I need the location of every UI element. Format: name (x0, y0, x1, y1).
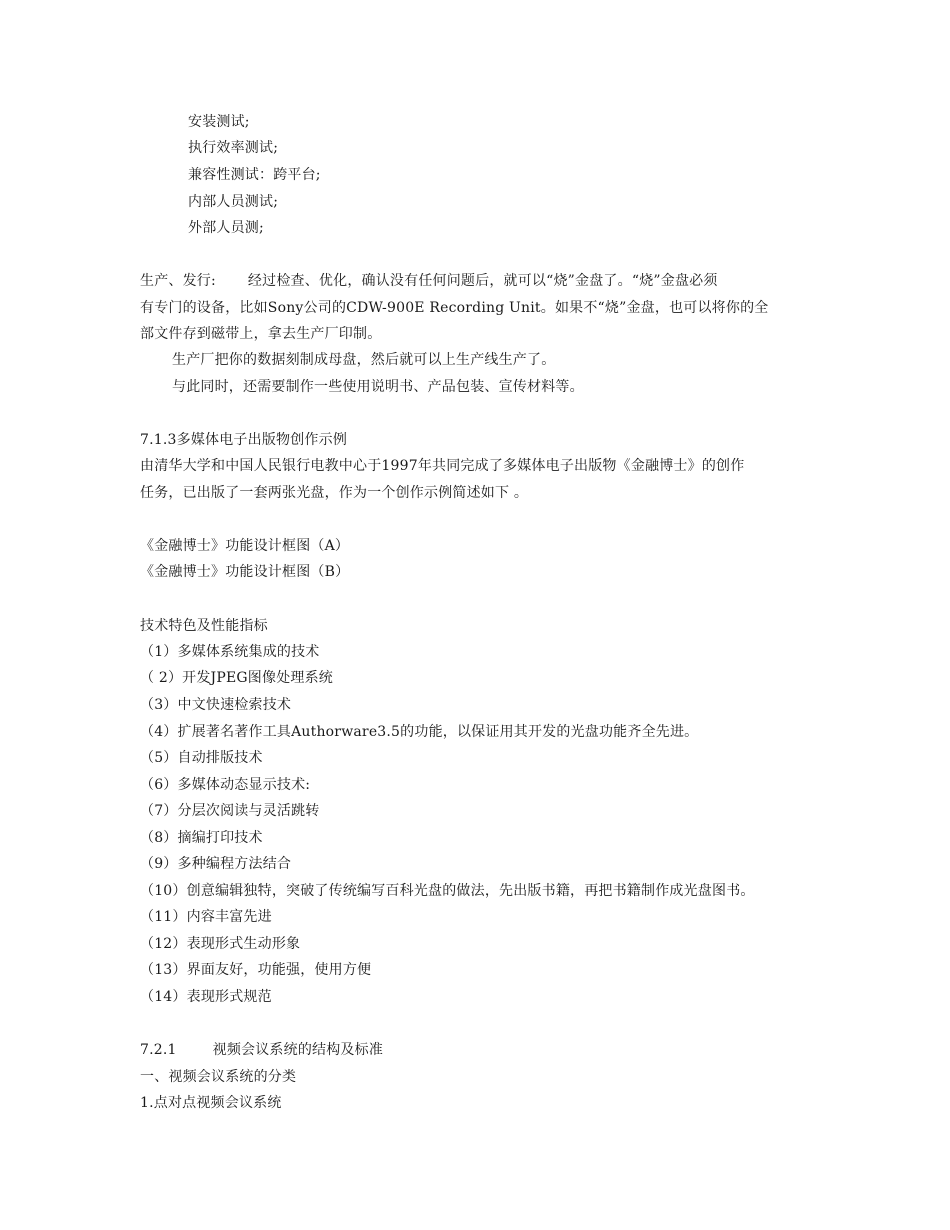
testing-item: 安装测试; (188, 114, 250, 130)
tech-item: （14）表现形式规范 (140, 989, 272, 1005)
production-para-2: 生产厂把你的数据刻制成母盘，然后就可以上生产线生产了。 (172, 352, 556, 368)
section-721-sub-1: 一、视频会议系统的分类 (140, 1069, 297, 1085)
tech-item: （7）分层次阅读与灵活跳转 (140, 803, 320, 819)
tech-item: （13）界面友好，功能强，使用方便 (140, 962, 372, 978)
tech-item: （ 2）开发JPEG图像处理系统 (140, 670, 333, 686)
tech-item: （1）多媒体系统集成的技术 (140, 644, 320, 660)
section-721-title: 视频会议系统的结构及标准 (212, 1042, 384, 1058)
testing-item: 外部人员测; (188, 220, 264, 236)
tech-item: （3）中文快速检索技术 (140, 697, 292, 713)
tech-item: （9）多种编程方法结合 (140, 856, 292, 872)
tech-heading: 技术特色及性能指标 (140, 618, 268, 634)
production-para-3: 与此同时，还需要制作一些使用说明书、产品包装、宣传材料等。 (172, 379, 584, 395)
production-label: 生产、发行: (140, 273, 216, 289)
section-713-line-2: 任务，已出版了一套两张光盘，作为一个创作示例简述如下 。 (140, 485, 529, 501)
tech-item: （5）自动排版技术 (140, 750, 263, 766)
production-line-1 (140, 271, 718, 291)
testing-item: 兼容性测试：跨平台; (188, 167, 321, 183)
diagram-caption-b: 《金融博士》功能设计框图（B） (140, 564, 350, 580)
tech-item: （8）摘编打印技术 (140, 830, 263, 846)
section-721-number: 7.2.1 (140, 1042, 177, 1058)
tech-item: （10）创意编辑独特，突破了传统编写百科光盘的做法，先出版书籍，再把书籍制作成光盘图书。 (140, 883, 755, 899)
tech-item: （12）表现形式生动形象 (140, 936, 301, 952)
section-721-heading (140, 1040, 383, 1060)
production-line-2: 有专门的设备，比如Sony公司的CDW-900E Recording Unit。如果不“烧”金盘，也可以将你的全 (140, 300, 769, 316)
testing-item: 执行效率测试; (188, 140, 279, 156)
section-713-heading: 7.1.3多媒体电子出版物创作示例 (140, 432, 348, 448)
tech-item: （4）扩展著名著作工具Authorware3.5的功能，以保证用其开发的光盘功能齐全先进。 (140, 724, 699, 740)
production-line-3: 部文件存到磁带上，拿去生产厂印制。 (140, 326, 382, 342)
testing-item: 内部人员测试; (188, 194, 279, 210)
diagram-caption-a: 《金融博士》功能设计框图（A） (140, 538, 350, 554)
tech-item: （6）多媒体动态显示技术: (140, 777, 311, 793)
tech-item: （11）内容丰富先进 (140, 909, 272, 925)
production-text: 经过检查、优化，确认没有任何问题后，就可以“烧”金盘了。“烧”金盘必须 (247, 273, 718, 289)
section-721-sub-2: 1.点对点视频会议系统 (140, 1095, 282, 1111)
section-713-line-1: 由清华大学和中国人民银行电教中心于1997年共同完成了多媒体电子出版物《金融博士》的创作 (140, 458, 745, 474)
